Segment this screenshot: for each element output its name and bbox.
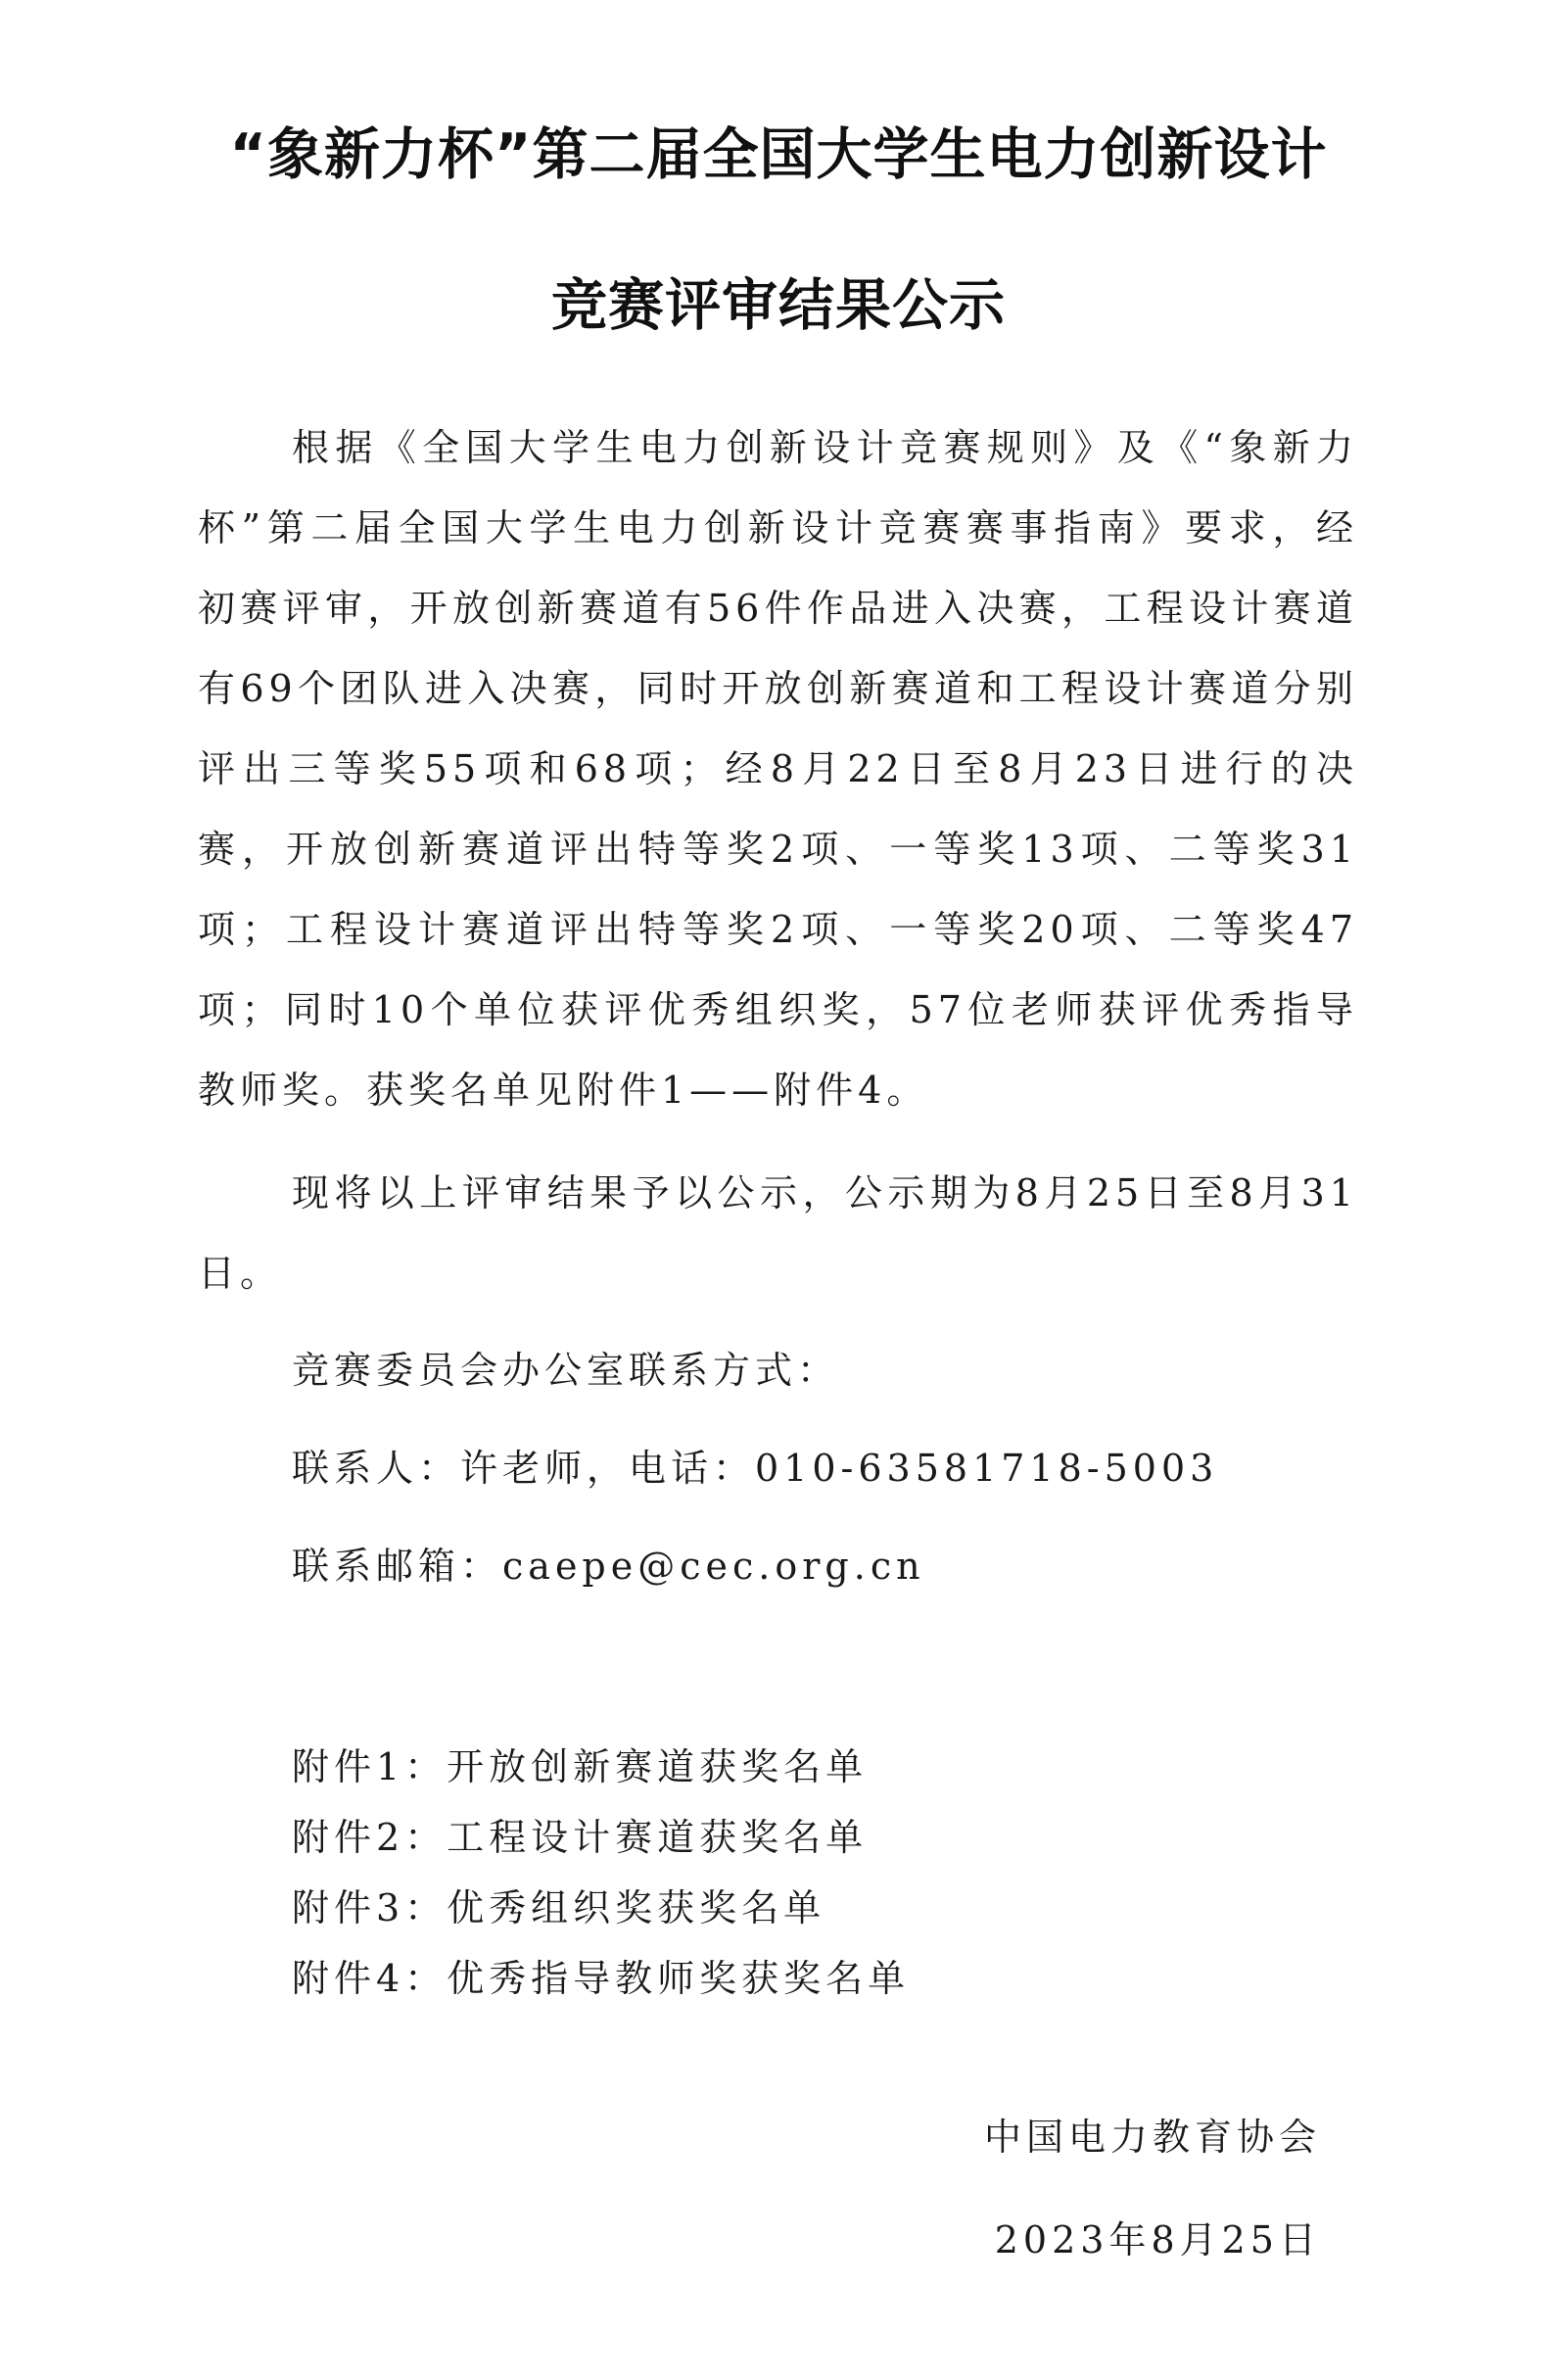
body-paragraph-results: 根据《全国大学生电力创新设计竞赛规则》及《“象新力杯”第二届全国大学生电力创新设计竞赛赛事指南》要求，经初赛评审，开放创新赛道有56件作品进入决赛，工程设计赛道有69个团队进入决赛，同时开放创新赛道和工程设计赛道分别评出三等奖55项和68项；经8月22日至8月23日进行的决赛，开放创新赛道评出特等奖2项、一等奖13项、二等奖31项；工程设计赛道评出特等奖2项、一等奖20项、二等奖47项；同时10个单位获评优秀组织奖，57位老师获评优秀指导教师奖。获奖名单见附件1——附件4。 bbox=[198, 426, 1358, 1112]
contact-email: 联系邮箱：caepe@cec.org.cn bbox=[292, 1545, 925, 1588]
issuing-organization: 中国电力教育协会 bbox=[983, 2116, 1321, 2159]
attachment-item-4: 附件4：优秀指导教师奖获奖名单 bbox=[292, 1957, 911, 2000]
body-paragraph-publicity-period: 现将以上评审结果予以公示，公示期为8月25日至8月31日。 bbox=[198, 1171, 1358, 1295]
attachment-list bbox=[292, 1732, 910, 2014]
contact-heading: 竞赛委员会办公室联系方式： bbox=[292, 1349, 840, 1392]
attachment-item-3: 附件3：优秀组织奖获奖名单 bbox=[292, 1886, 826, 1929]
document-title-line-1: “象新力杯”第二届全国大学生电力创新设计 bbox=[229, 122, 1328, 187]
issue-date: 2023年8月25日 bbox=[994, 2218, 1321, 2261]
document-title-line-2: 竞赛评审结果公示 bbox=[551, 273, 1006, 338]
attachment-item-2: 附件2：工程设计赛道获奖名单 bbox=[292, 1816, 869, 1859]
contact-person: 联系人：许老师，电话：010-63581718-5003 bbox=[292, 1447, 1219, 1490]
attachment-item-1: 附件1：开放创新赛道获奖名单 bbox=[292, 1745, 869, 1788]
